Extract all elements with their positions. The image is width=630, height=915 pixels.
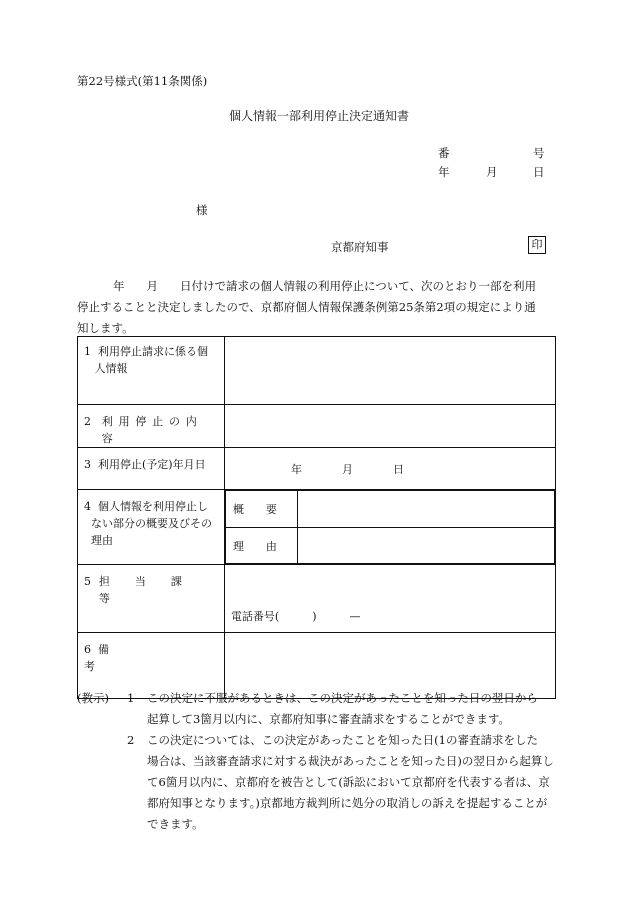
- table-row: [78, 490, 556, 565]
- non-stop-part-cell: [224, 490, 555, 565]
- intro-line-2: 停止することと決定しましたので、京都府個人情報保護条例第25条第2項の規定により通: [77, 300, 536, 314]
- intro-text-1: 日付けで請求の個人情報の利用停止について、次のとおり一部を利用: [180, 279, 537, 293]
- label-stop-date: 3 利用停止(予定)年月日: [78, 448, 225, 490]
- addressee-sama: 様: [196, 203, 208, 217]
- number-label-go: 号: [533, 146, 545, 160]
- seal-stamp: 印: [528, 236, 546, 254]
- table-row: [78, 565, 556, 633]
- field-summary[interactable]: [297, 491, 554, 528]
- intro-line-1: [77, 276, 557, 297]
- instruction-1: この決定に不服があるときは、この決定があったことを知った日の翌日から 起算して3箇月以内に、京都府知事に審査請求をすることができます。: [147, 691, 538, 726]
- page-title: 個人情報一部利用停止決定通知書: [229, 109, 410, 123]
- label-non-stop-part: 4 個人情報を利用停止し ない部分の概要及びその 理由: [78, 490, 225, 565]
- field-personal-info[interactable]: [224, 337, 555, 405]
- label-remarks: 6 備考: [78, 633, 225, 699]
- summary-label: 概 要: [225, 491, 297, 528]
- instruction-2: この決定については、この決定があったことを知った日(1の審査請求をした 場合は、当該審査請求に対する裁決があったことを知った日)の翌日から起算し て6箇月以内に、京都府を被告として(訴訟において京都府を代表する者は、京 都府知事となります。)京都地方裁判所に処分の取消しの訴えを提起することが できます。: [147, 733, 554, 831]
- field-stop-date[interactable]: 年 月 日: [224, 448, 555, 490]
- decision-table: [77, 336, 556, 699]
- label-personal-info: 1 利用停止請求に係る個 人情報: [78, 337, 225, 405]
- reason-label: 理 由: [225, 528, 297, 564]
- date-day-label: 日: [533, 165, 545, 179]
- field-reason[interactable]: [297, 528, 554, 564]
- date-month-label: 月: [486, 165, 498, 179]
- instructions: (教示) 1 この決定に不服があるときは、この決定があったことを知った日の翌日から 起算して3箇月以内に、京都府知事に審査請求をすることができます。 2 この決定については、この決定があったことを知った日(1の審査請求をした 場合は、当該審査請求に対する裁決があったことを知った日)の翌日から起算し て6箇月以内に、京都府を被告として(訴訟において京都府を代表する者は、京 都府知事となります。)京都地方裁判所に処分の取消しの訴えを提起することが できます。: [77, 688, 562, 835]
- date-year-label: 年: [438, 165, 450, 179]
- table-row: [78, 405, 556, 448]
- phone-number-label: 電話番号( ) —: [230, 610, 361, 623]
- field-stop-content[interactable]: [224, 405, 555, 448]
- label-department: 5 担当課等: [78, 565, 225, 633]
- intro-month: 月: [146, 279, 158, 293]
- number-label-ban: 番: [438, 146, 450, 160]
- field-department[interactable]: [224, 565, 555, 633]
- intro-year: 年: [113, 279, 125, 293]
- table-row: [78, 448, 556, 490]
- issuer-name: 京都府知事: [331, 240, 389, 254]
- non-stop-subtable: [225, 490, 555, 564]
- intro-line-3: 知します。: [77, 321, 134, 335]
- form-number: 第22号様式(第11条関係): [77, 74, 208, 88]
- label-stop-content: 2 利用停止の内容: [78, 405, 225, 448]
- instructions-heading: (教示): [77, 691, 109, 705]
- intro-paragraph: [77, 276, 557, 339]
- table-row: [78, 337, 556, 405]
